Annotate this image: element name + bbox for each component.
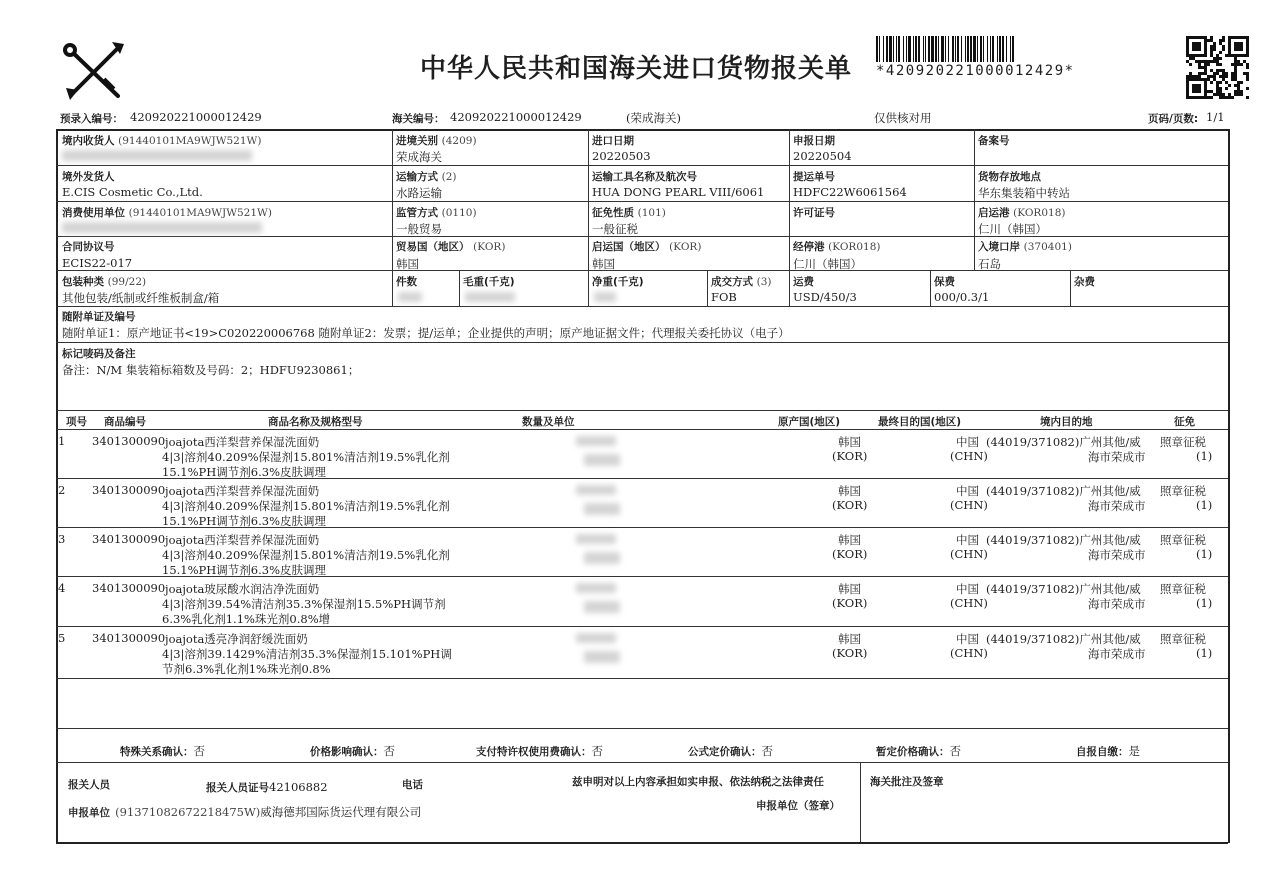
documents-value: 随附单证1：原产地证书<19>C020220006768 随附单证2：发票；提/运单；企业提供的声明；原产地证据文件；代理报关委托协议（电子） bbox=[62, 326, 790, 340]
col-domestic: 境内目的地 bbox=[1040, 416, 1093, 428]
redacted-net-weight bbox=[594, 292, 616, 302]
barcode-text: *420920221000012429* bbox=[876, 63, 1075, 79]
consignee-cell: 境内收货人 (91440101MA9WJW521W) bbox=[62, 135, 262, 147]
item-levy-line1: 照章征税 bbox=[1160, 533, 1206, 547]
record-no-label: 备案号 bbox=[978, 135, 1010, 147]
trans-mode-value: FOB bbox=[711, 290, 737, 304]
item-origin: 韩国 bbox=[838, 582, 861, 596]
col-dest: 最终目的国(地区) bbox=[878, 416, 962, 428]
departure-port-cell: 启运港 (KOR018) bbox=[978, 207, 1066, 219]
item-domestic-line2: 海市荣成市 bbox=[1088, 548, 1146, 562]
item-dest-code: (CHN) bbox=[950, 596, 988, 610]
item-code: 3401300090 bbox=[92, 581, 166, 595]
item-dest: 中国 bbox=[956, 484, 979, 498]
item-spec-line2: 15.1%PH调节剂6.3%皮肤调理 bbox=[162, 465, 327, 479]
marks-value: 备注：N/M 集装箱标箱数及号码：2；HDFU9230861； bbox=[62, 363, 360, 377]
origin-country-cell: 启运国（地区） (KOR) bbox=[592, 241, 702, 253]
insurance-label: 保费 bbox=[934, 276, 955, 288]
item-dest: 中国 bbox=[956, 533, 979, 547]
declarant-label: 报关人员 bbox=[68, 779, 110, 791]
item-name: joajota西洋梨营养保湿洗面奶 bbox=[165, 533, 320, 547]
storage-label: 货物存放地点 bbox=[978, 171, 1041, 183]
item-domestic-line2: 海市荣成市 bbox=[1088, 597, 1146, 611]
levy-nature-value: 一般征税 bbox=[592, 222, 638, 236]
item-name: joajota玻尿酸水润洁净洗面奶 bbox=[165, 582, 320, 596]
redacted-quantity bbox=[576, 485, 616, 495]
item-levy-line2: (1) bbox=[1196, 547, 1213, 561]
contract-value: ECIS22-017 bbox=[62, 256, 133, 270]
col-no: 项号 bbox=[66, 416, 87, 428]
item-domestic-line2: 海市荣成市 bbox=[1088, 647, 1146, 661]
item-name: joajota西洋梨营养保湿洗面奶 bbox=[165, 484, 320, 498]
bl-no-value: HDFC22W6061564 bbox=[793, 185, 907, 199]
confirm-special-relation: 特殊关系确认：否 bbox=[120, 744, 205, 758]
freight-value: USD/450/3 bbox=[793, 290, 857, 304]
pre-entry-label: 预录入编号： bbox=[60, 113, 123, 125]
item-code: 3401300090 bbox=[92, 434, 166, 448]
customs-no-label: 海关编号： bbox=[392, 113, 445, 125]
insurance-value: 000/0.3/1 bbox=[934, 290, 990, 304]
vessel-label: 运输工具名称及航次号 bbox=[592, 171, 697, 183]
confirm-provisional-price: 暂定价格确认：否 bbox=[876, 744, 961, 758]
confirm-price-impact: 价格影响确认：否 bbox=[310, 744, 395, 758]
item-code: 3401300090 bbox=[92, 631, 166, 645]
item-spec-line2: 15.1%PH调节剂6.3%皮肤调理 bbox=[162, 563, 327, 577]
entry-port2-value: 石岛 bbox=[978, 257, 1001, 271]
pieces-label: 件数 bbox=[396, 276, 417, 288]
import-date-label: 进口日期 bbox=[592, 135, 634, 147]
marks-label: 标记唛码及备注 bbox=[62, 348, 136, 360]
confirm-royalty: 支付特许权使用费确认：否 bbox=[476, 744, 603, 758]
redacted-consumer bbox=[62, 222, 262, 233]
misc-label: 杂费 bbox=[1074, 276, 1095, 288]
item-origin-code: (KOR) bbox=[832, 646, 868, 660]
item-name: joajota透亮净润舒缓洗面奶 bbox=[165, 632, 308, 646]
redacted-quantity bbox=[584, 503, 620, 515]
redacted-quantity bbox=[584, 651, 620, 663]
item-origin: 韩国 bbox=[838, 484, 861, 498]
trade-country-value: 韩国 bbox=[396, 257, 419, 271]
item-spec-line2: 节剂6.3%乳化剂1%珠光剂0.8% bbox=[162, 662, 331, 676]
item-origin-code: (KOR) bbox=[832, 547, 868, 561]
item-dest: 中国 bbox=[956, 582, 979, 596]
item-origin: 韩国 bbox=[838, 632, 861, 646]
col-levy: 征免 bbox=[1174, 416, 1195, 428]
consumer-cell: 消费使用单位 (91440101MA9WJW521W) bbox=[62, 207, 272, 219]
transport-mode-value: 水路运输 bbox=[396, 186, 442, 200]
item-spec-line1: 4|3|溶剂40.209%保湿剂15.801%清洁剂19.5%乳化剂 bbox=[162, 499, 450, 513]
col-name: 商品名称及规格型号 bbox=[268, 416, 363, 428]
item-code: 3401300090 bbox=[92, 532, 166, 546]
page-value: 1/1 bbox=[1206, 110, 1225, 124]
item-levy-line1: 照章征税 bbox=[1160, 582, 1206, 596]
document-title: 中华人民共和国海关进口货物报关单 bbox=[420, 54, 853, 84]
import-date-value: 20220503 bbox=[592, 149, 651, 163]
qr-code bbox=[1186, 36, 1249, 99]
item-origin-code: (KOR) bbox=[832, 498, 868, 512]
col-qty: 数量及单位 bbox=[522, 416, 575, 428]
col-code: 商品编号 bbox=[104, 416, 146, 428]
item-origin: 韩国 bbox=[838, 533, 861, 547]
item-dest-code: (CHN) bbox=[950, 646, 988, 660]
item-domestic-line1: (44019/371082)广州其他/威 bbox=[986, 533, 1141, 547]
supervision-cell: 监管方式 (0110) bbox=[396, 207, 477, 219]
redacted-pieces bbox=[398, 292, 422, 302]
phone-label: 电话 bbox=[402, 779, 423, 791]
item-spec-line1: 4|3|溶剂39.1429%清洁剂35.3%保湿剂15.101%PH调 bbox=[162, 647, 452, 661]
item-levy-line2: (1) bbox=[1196, 498, 1213, 512]
gross-weight-label: 毛重(千克) bbox=[463, 276, 515, 288]
trade-country-cell: 贸易国（地区） (KOR) bbox=[396, 241, 506, 253]
item-spec-line1: 4|3|溶剂39.54%清洁剂35.3%保湿剂15.5%PH调节剂 bbox=[162, 597, 446, 611]
customs-approval: 海关批注及签章 bbox=[870, 776, 944, 788]
item-spec-line2: 6.3%乳化剂1.1%珠光剂0.8%增 bbox=[162, 612, 331, 626]
item-domestic-line2: 海市荣成市 bbox=[1088, 450, 1146, 464]
item-dest: 中国 bbox=[956, 435, 979, 449]
item-domestic-line1: (44019/371082)广州其他/威 bbox=[986, 632, 1141, 646]
item-levy-line2: (1) bbox=[1196, 449, 1213, 463]
item-spec-line2: 15.1%PH调节剂6.3%皮肤调理 bbox=[162, 514, 327, 528]
stop-port-value: 仁川（韩国） bbox=[793, 257, 862, 271]
consignor-value: E.CIS Cosmetic Co.,Ltd. bbox=[62, 185, 203, 199]
storage-value: 华东集装箱中转站 bbox=[978, 186, 1070, 200]
customs-no-value: 420920221000012429 bbox=[450, 110, 582, 124]
col-origin: 原产国(地区) bbox=[778, 416, 841, 428]
net-weight-label: 净重(千克) bbox=[592, 276, 644, 288]
customs-office: (荣成海关) bbox=[626, 111, 681, 125]
item-levy-line2: (1) bbox=[1196, 596, 1213, 610]
entry-port-cell: 进境关别 (4209) bbox=[396, 135, 477, 147]
notice: 仅供核对用 bbox=[874, 111, 932, 125]
supervision-value: 一般贸易 bbox=[396, 222, 442, 236]
item-no: 4 bbox=[58, 581, 66, 595]
item-domestic-line2: 海市荣成市 bbox=[1088, 499, 1146, 513]
redacted-quantity bbox=[584, 552, 620, 564]
license-label: 许可证号 bbox=[793, 207, 835, 219]
item-dest-code: (CHN) bbox=[950, 498, 988, 512]
bl-no-label: 提运单号 bbox=[793, 171, 835, 183]
package-type-cell: 包装种类 (99/22) bbox=[62, 276, 147, 288]
item-name: joajota西洋梨营养保湿洗面奶 bbox=[165, 435, 320, 449]
item-domestic-line1: (44019/371082)广州其他/威 bbox=[986, 484, 1141, 498]
redacted-gross-weight bbox=[465, 292, 515, 302]
item-code: 3401300090 bbox=[92, 483, 166, 497]
confirm-self-pay: 自报自缴：是 bbox=[1076, 744, 1140, 758]
package-type-value: 其他包装/纸制或纤维板制盒/箱 bbox=[62, 291, 220, 305]
redacted-quantity bbox=[576, 436, 616, 446]
redacted-quantity bbox=[584, 601, 620, 613]
item-origin-code: (KOR) bbox=[832, 596, 868, 610]
item-levy-line2: (1) bbox=[1196, 646, 1213, 660]
declarant-cert: 报关人员证号42106882 bbox=[206, 780, 328, 794]
item-origin-code: (KOR) bbox=[832, 449, 868, 463]
page-label: 页码/页数: bbox=[1148, 113, 1199, 125]
item-levy-line1: 照章征税 bbox=[1160, 632, 1206, 646]
item-no: 5 bbox=[58, 631, 66, 645]
vessel-value: HUA DONG PEARL VIII/6061 bbox=[592, 185, 765, 199]
declare-unit: 申报单位 (91371082672218475W)威海德邦国际货运代理有限公司 bbox=[68, 805, 422, 819]
redacted-quantity bbox=[584, 454, 620, 466]
item-dest: 中国 bbox=[956, 632, 979, 646]
item-domestic-line1: (44019/371082)广州其他/威 bbox=[986, 435, 1141, 449]
item-no: 3 bbox=[58, 532, 66, 546]
stop-port-cell: 经停港 (KOR018) bbox=[793, 241, 881, 253]
departure-port-value: 仁川（韩国） bbox=[978, 222, 1047, 236]
declare-unit-seal: 申报单位（签章） bbox=[756, 800, 840, 812]
origin-country-value: 韩国 bbox=[592, 257, 615, 271]
redacted-quantity bbox=[576, 583, 616, 593]
statement: 兹申明对以上内容承担如实申报、依法纳税之法律责任 bbox=[572, 776, 824, 788]
confirm-formula-price: 公式定价确认：否 bbox=[688, 744, 773, 758]
consignor-label: 境外发货人 bbox=[62, 171, 115, 183]
item-no: 2 bbox=[58, 483, 66, 497]
freight-label: 运费 bbox=[793, 276, 814, 288]
contract-label: 合同协议号 bbox=[62, 241, 115, 253]
item-spec-line1: 4|3|溶剂40.209%保湿剂15.801%清洁剂19.5%乳化剂 bbox=[162, 548, 450, 562]
item-levy-line1: 照章征税 bbox=[1160, 484, 1206, 498]
transport-mode-cell: 运输方式 (2) bbox=[396, 171, 457, 183]
levy-nature-cell: 征免性质 (101) bbox=[592, 207, 666, 219]
documents-label: 随附单证及编号 bbox=[62, 311, 136, 323]
item-spec-line1: 4|3|溶剂40.209%保湿剂15.801%清洁剂19.5%乳化剂 bbox=[162, 450, 450, 464]
entry-port2-cell: 入境口岸 (370401) bbox=[978, 241, 1072, 253]
item-dest-code: (CHN) bbox=[950, 547, 988, 561]
item-domestic-line1: (44019/371082)广州其他/威 bbox=[986, 582, 1141, 596]
item-origin: 韩国 bbox=[838, 435, 861, 449]
customs-emblem-icon bbox=[58, 38, 128, 104]
item-levy-line1: 照章征税 bbox=[1160, 435, 1206, 449]
redacted-consignee bbox=[62, 150, 252, 161]
redacted-quantity bbox=[576, 534, 616, 544]
declare-date-value: 20220504 bbox=[793, 149, 852, 163]
item-dest-code: (CHN) bbox=[950, 449, 988, 463]
entry-port-value: 荣成海关 bbox=[396, 150, 442, 164]
barcode bbox=[876, 36, 1015, 62]
pre-entry-value: 420920221000012429 bbox=[130, 110, 262, 124]
trans-mode-cell: 成交方式 (3) bbox=[711, 276, 772, 288]
redacted-quantity bbox=[576, 633, 616, 643]
item-no: 1 bbox=[58, 434, 66, 448]
declare-date-label: 申报日期 bbox=[793, 135, 835, 147]
